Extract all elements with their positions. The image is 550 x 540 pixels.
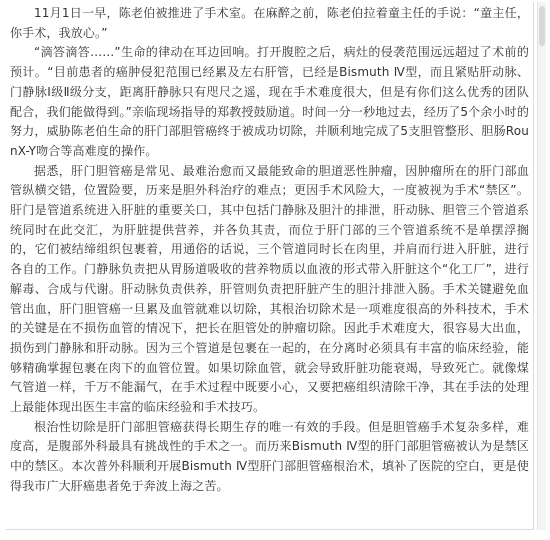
article-paragraph: “滴答滴答……”生命的律动在耳边回响。打开腹腔之后，病灶的侵袭范围远远超过了术前的预计。“目前患者的癌肿侵犯范围已经累及左右肝管，已经是Bismuth Ⅳ型，而且紧贴肝动脉、门静脉Ⅰ级Ⅱ级分支，距离肝静脉只有咫尺之遥，现在手术难度很大，但是有你们这么优秀的团队配合，我们能做得到。”亲临现场指导的郑教授鼓励道。时间一分一秒地过去，经历了5个余小时的努力，威胁陈老伯生命的肝门部胆管癌终于被成功切除，并顺利地完成了5支胆管整形、胆肠RounX-Y吻合等高难度的操作。 [10,45,529,158]
article-body [6,2,534,530]
article-paragraph: 11月1日一早，陈老伯被推进了手术室。在麻醉之前，陈老伯拉着童主任的手说：“童主任，你手术，我放心。” [10,6,529,40]
scrollbar-thumb[interactable] [539,6,545,46]
vertical-scrollbar[interactable] [537,2,546,530]
article-paragraph: 根治性切除是肝门部胆管癌获得长期生存的唯一有效的手段。但是胆管癌手术复杂多样，难度高，是腹部外科最具有挑战性的手术之一。而历来Bismuth Ⅳ型的肝门部胆管癌被认为是禁区中的禁区。本次普外科顺利开展Bismuth Ⅳ型肝门部胆管癌根治术，填补了医院的空白，更是使得我市广大肝癌患者免于奔波上海之苦。 [10,419,529,493]
article-paragraph: 据悉，肝门胆管癌是常见、最难治愈而又最能致命的胆道恶性肿瘤，因肿瘤所在的肝门部血管纵横交错，位置险要，历来是胆外科治疗的难点；更因手术风险大，一度被视为手术“禁区”。肝门是管道系统进入肝脏的重要关口，其中包括门静脉及胆汁的排泄，肝动脉、胆管三个管道系统同时在此交汇，为肝脏提供营养，并各负其责，而位于肝门部的三个管道系统不是单摆浮搁的，它们被结缔组织包裹着，用通俗的话说，三个管道同时长在肉里，并肩而行进入肝脏，进行各自的工作。门静脉负责把从胃肠道吸收的营养物质以血液的形式带入肝脏这个“化工厂”，进行解毒、合成与代谢。肝动脉负责供养，肝管则负责把肝脏产生的胆汁排泄入肠。手术关键避免血管出血，肝门胆管癌一旦累及血管就难以切除，其根治切除术是一项难度很高的外科技术，手术的关键是在不损伤血管的情况下，把长在胆管处的肿瘤切除。因此手术难度大，很容易大出血，损伤到门静脉和肝动脉。因为三个管道是包裹在一起的，在分离时必须具有丰富的临床经验，能够精确掌握包裹在肉下的血管位置。如果切除血管，就会导致肝脏功能衰竭，导致死亡。就像煤气管道一样，千万不能漏气，在手术过程中既要小心，又要把癌组织清除干净，其在手法的处理上最能体现出医生丰富的临床经验和手术技巧。 [10,163,529,415]
